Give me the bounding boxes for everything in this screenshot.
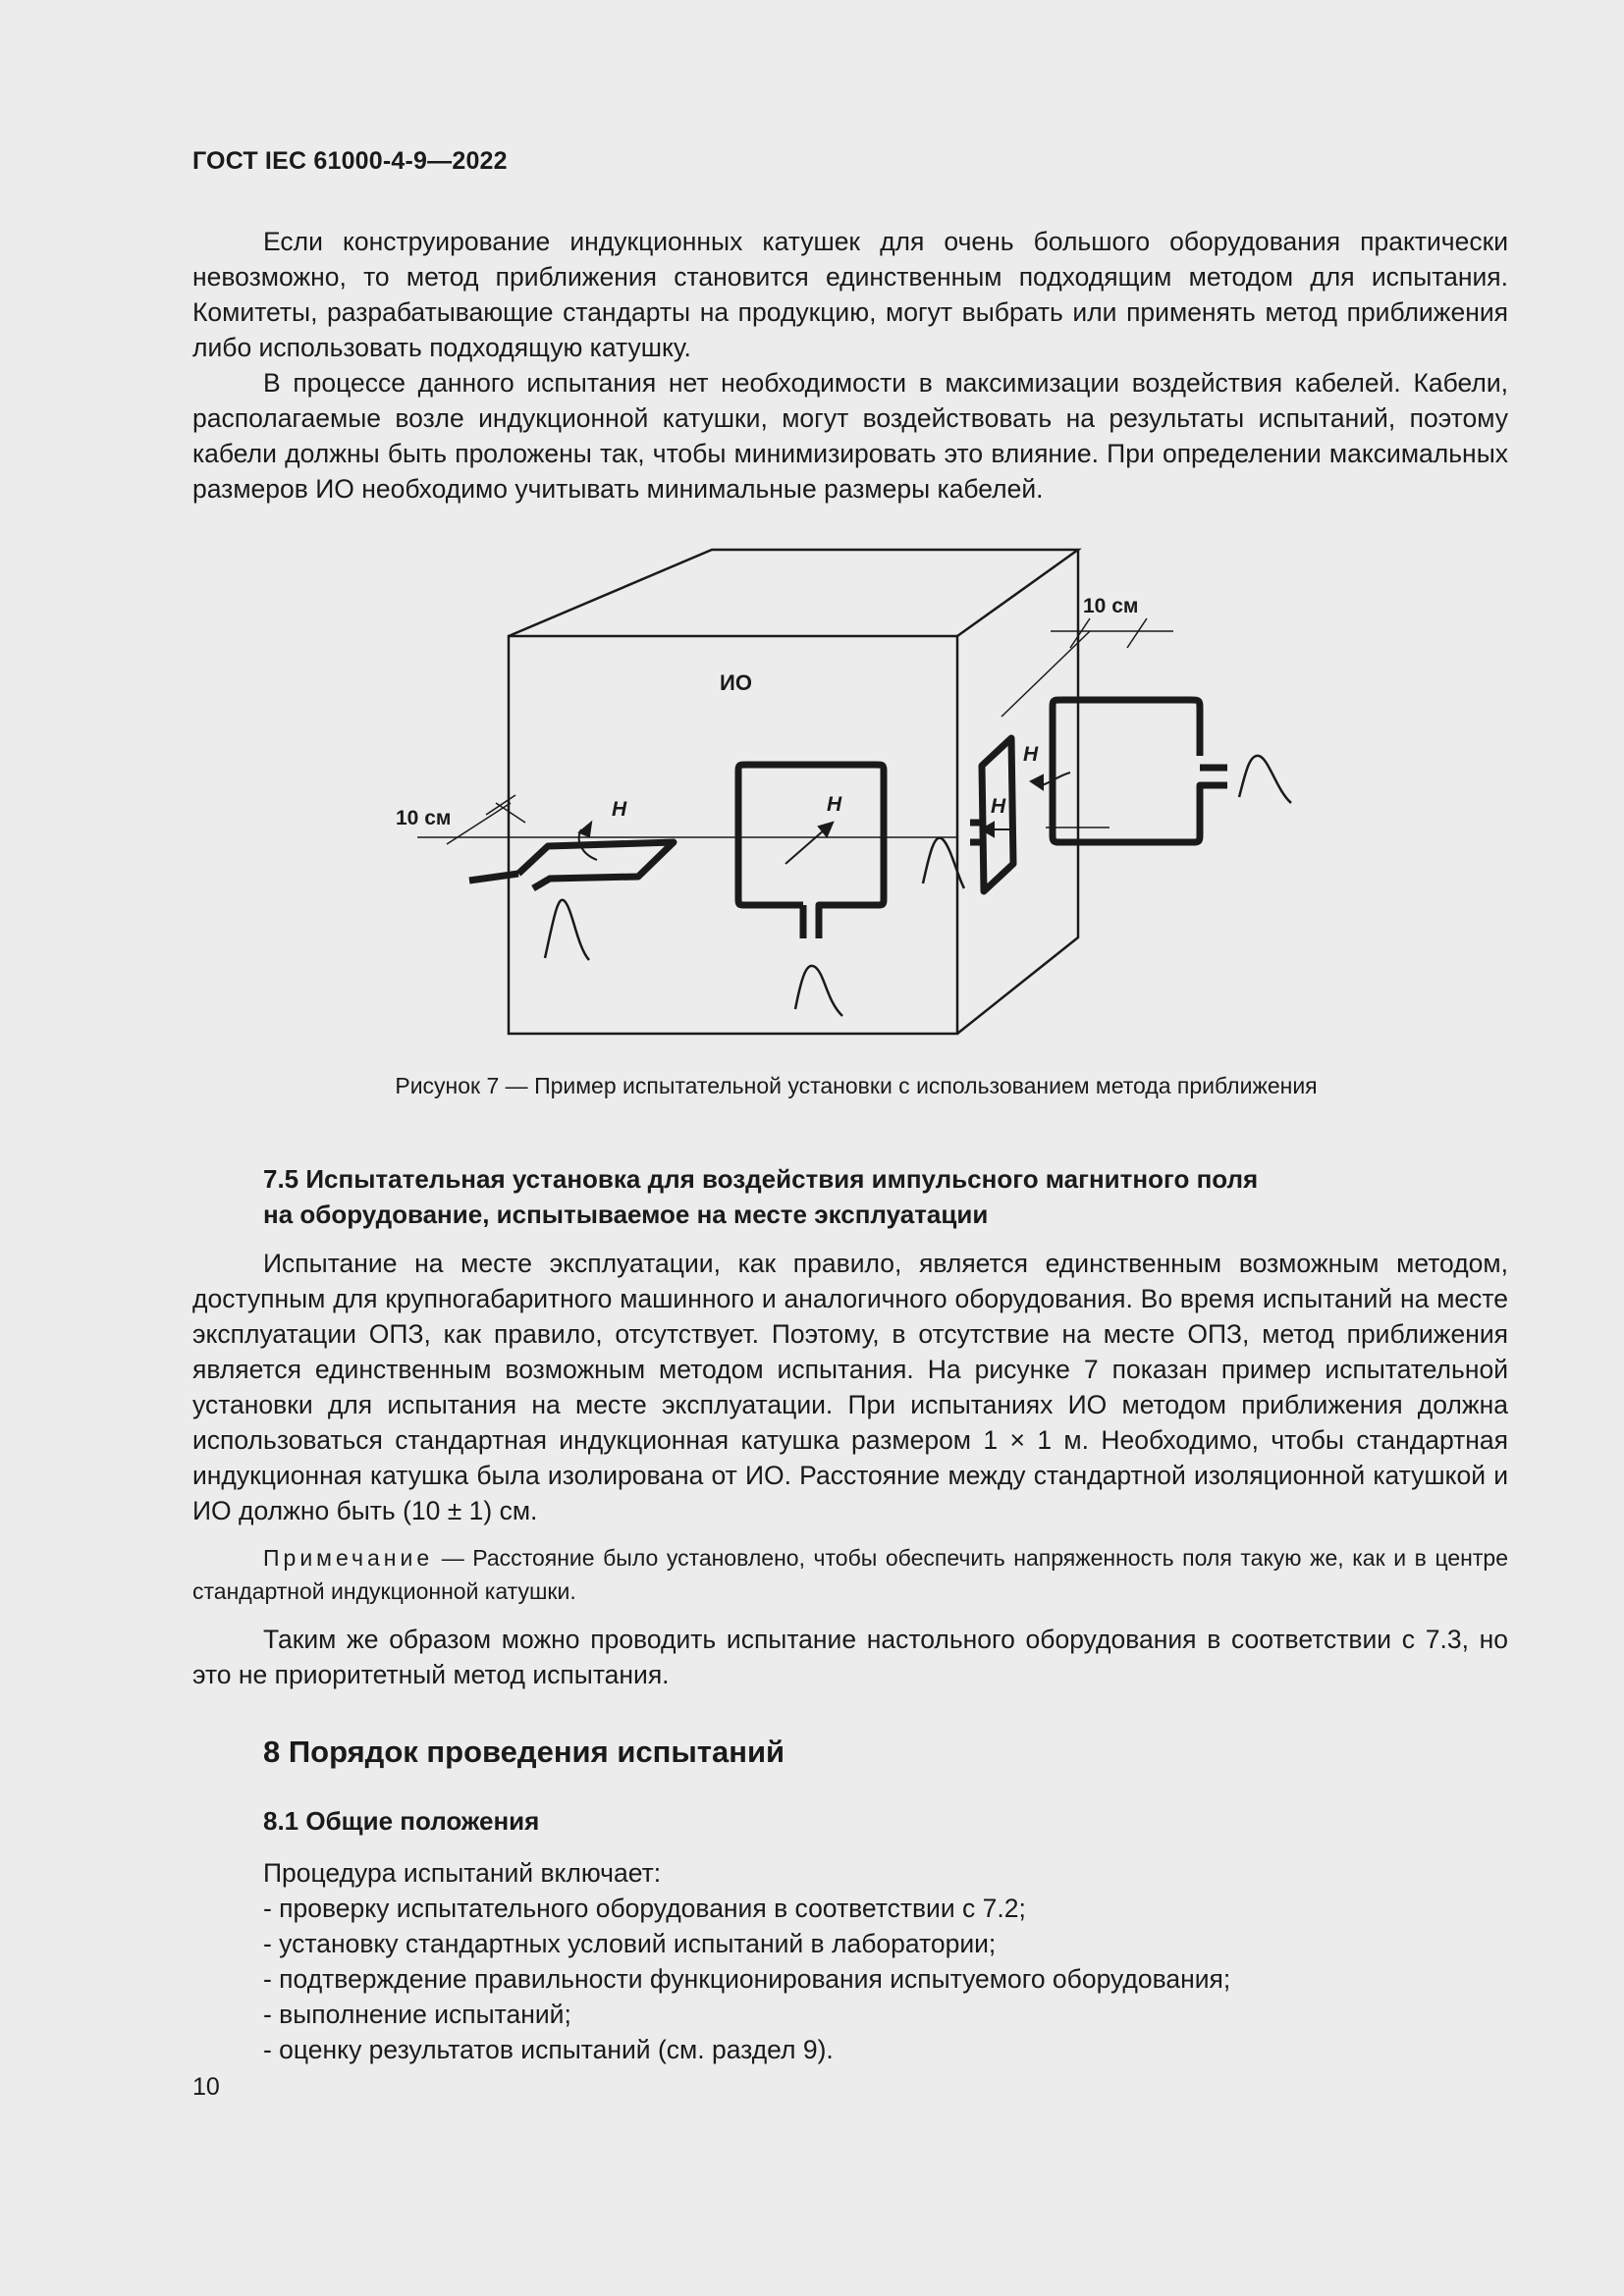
center-coil [738,765,884,938]
section-7-5-body-2 [192,1622,1508,1692]
list-item: - выполнение испытаний; [263,2000,571,2029]
pulse-right [1239,756,1291,803]
section-7-5-heading [263,1161,1258,1232]
list-item: - подтверждение правильности функционирования испытуемого оборудования; [263,1964,1231,1994]
intro-paragraph-2: В процессе данного испытания нет необходимости в максимизации воздействия кабелей. Кабели, располагаемые возле индукционной катушки, могут воздействовать на результаты испытаний, поэтому кабели должны быть проложены так, чтобы минимизировать это влияние. При определении максимальных размеров ИО необходимо учитывать минимальные размеры кабелей. [192,368,1508,504]
note [192,1541,1508,1608]
section-8-heading: 8 Порядок проведения испытаний [263,1735,785,1769]
cube-front-face [509,636,957,1034]
list-item: - проверку испытательного оборудования в соответствии с 7.2; [263,1894,1026,1923]
intro-text [192,224,1508,507]
dist-left-label: 10 см [396,807,452,829]
section-7-5-paragraph-2: Таким же образом можно проводить испытание настольного оборудования в соответствии с 7.3, но это не приоритетный метод испытания. [192,1625,1508,1689]
document-header: ГОСТ IEC 61000-4-9—2022 [192,147,508,175]
cube-top-face [509,550,1078,636]
section-7-5-paragraph: Испытание на месте эксплуатации, как правило, является единственным возможным методом, доступным для крупногабаритного машинного и аналогичного оборудования. Во время испытаний на месте эксплуатации ОПЗ, как правило, отсутствует. Поэтому, в отсутствие на месте ОПЗ, метод приближения является единственным возможным методом испытания. На рисунке 7 показан пример испытательной установки для испытания на месте эксплуатации. При испытаниях ИО методом приближения должна использоваться стандартная индукционная катушка размером 1 × 1 м. Необходимо, чтобы стандартная индукционная катушка была изолирована от ИО. Расстояние между стандартной изоляционной катушкой и ИО должно быть (10 ± 1) см. [192,1249,1508,1525]
section-7-5-body [192,1246,1508,1528]
procedure-intro: Процедура испытаний включает: [263,1858,662,1888]
h-label-center: H [827,793,842,816]
page-number: 10 [192,2073,220,2101]
h-label-side: H [991,795,1006,818]
intro-paragraph-1: Если конструирование индукционных катушек для очень большого оборудования практически невозможно, то метод приближения становится единственным подходящим методом для испытания. Комитеты, разрабатывающие стандарты на продукцию, могут выбрать или применять метод приближения либо использовать подходящую катушку. [192,227,1508,362]
h-label-left: H [612,798,627,821]
section-7-5-heading-line1: 7.5 Испытательная установка для воздействия импульсного магнитного поля [263,1164,1259,1194]
dist-right-label: 10 см [1083,595,1139,617]
figure-caption: Рисунок 7 — Пример испытательной установки с использованием метода приближения [395,1073,1318,1098]
note-text: — Расстояние было установлено, чтобы обеспечить напряженность поля такую же, как и в центре стандартной индукционной катушки. [192,1545,1508,1604]
left-coil [518,842,674,888]
pulse-center [795,966,842,1016]
left-coil-lead [469,874,518,881]
procedure-list [263,1855,1230,2067]
section-7-5-heading-line2: на оборудование, испытываемое на месте эксплуатации [263,1200,989,1229]
section-8-1-heading: 8.1 Общие положения [263,1806,540,1836]
figure-7-diagram [373,545,1316,1055]
list-item: - оценку результатов испытаний (см. раздел 9). [263,2035,834,2064]
note-label: Примечание [263,1545,434,1571]
list-item: - установку стандартных условий испытаний в лаборатории; [263,1929,997,1958]
h-label-external: H [1023,743,1039,766]
eut-label: ИО [720,670,752,695]
pulse-left [545,900,589,960]
